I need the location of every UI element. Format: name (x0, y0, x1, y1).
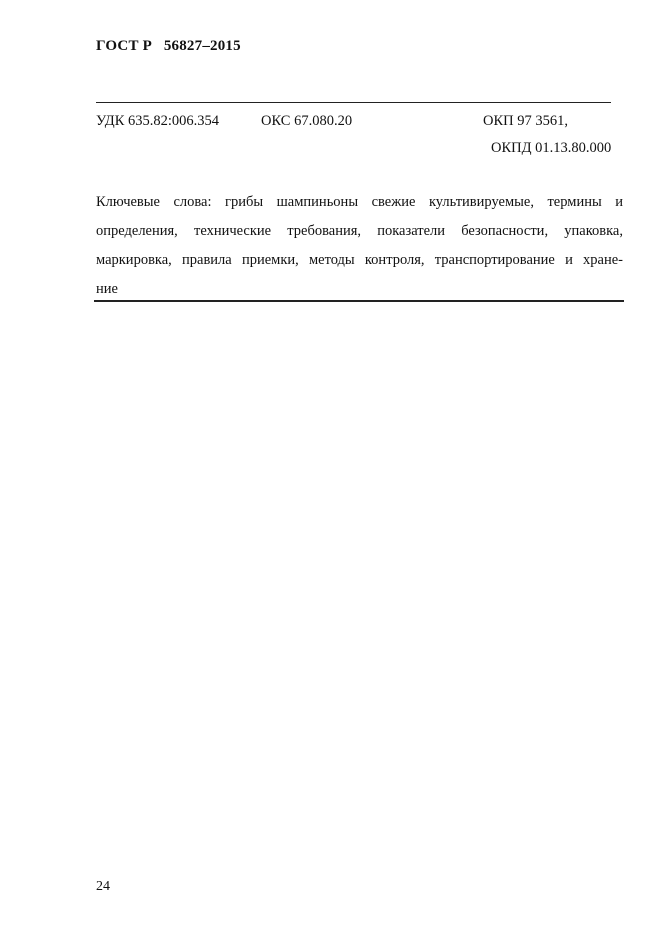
keywords-line: определения, технические требования, показатели безопасности, упаковка, (96, 223, 623, 239)
bottom-divider (94, 300, 624, 302)
keywords-line: маркировка, правила приемки, методы контроля, транспортирование и хране- (96, 252, 623, 268)
page-number: 24 (96, 879, 110, 894)
standard-designation: ГОСТ Р 56827–2015 (96, 38, 241, 54)
okpd-code: ОКПД 01.13.80.000 (491, 140, 612, 156)
keywords-paragraph (96, 188, 623, 304)
okp-code: ОКП 97 3561, (483, 113, 568, 129)
keywords-line: ние (96, 281, 118, 297)
oks-code: ОКС 67.080.20 (261, 113, 353, 129)
udk-code: УДК 635.82:006.354 (96, 113, 220, 129)
top-divider (96, 102, 611, 103)
keywords-line: Ключевые слова: грибы шампиньоны свежие культивируемые, термины и (96, 194, 623, 210)
